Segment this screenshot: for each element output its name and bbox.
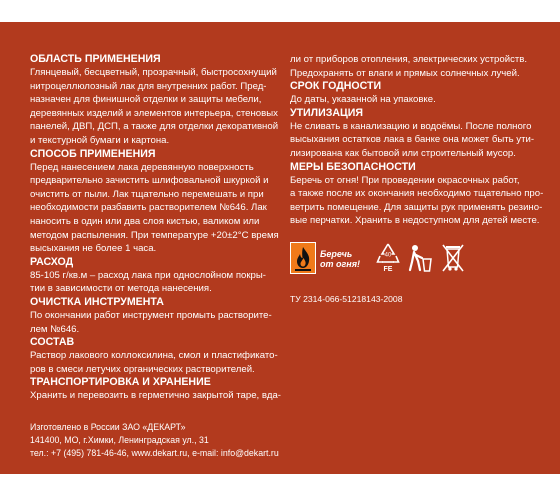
disposal-text: Не сливать в канализацию и водоёмы. После полного высыхания остатков лака в банке она может быть ути- лизирована как бытовой или строительный мусор. [290, 120, 535, 159]
tu-code: ТУ 2314-066-51218143-2008 [290, 294, 403, 304]
manufacturer-info [30, 421, 279, 460]
usage-heading: ОБЛАСТЬ ПРИМЕНЕНИЯ [30, 53, 161, 65]
recycle-number: 40 [384, 252, 392, 259]
manufacturer-line: Изготовлено в России ЗАО «ДЕКАРТ» [30, 422, 186, 432]
cleaning-text: По окончании работ инструмент промыть растворите- лем №646. [30, 309, 272, 335]
safety-text: Беречь от огня! При проведении окрасочных работ, а также после их окончания необходимо тщательно про- ветрить помещение. Для защиты рук применять резино- вые перчатки. Хранить в недоступном для детей месте. [290, 174, 544, 227]
right-column [290, 53, 544, 228]
safety-heading: МЕРЫ БЕЗОПАСНОСТИ [290, 160, 416, 173]
flame-icon [290, 242, 316, 274]
consumption-text: 85-105 г/кв.м – расход лака при однослойном покры- тии в зависимости от метода нанесения. [30, 269, 266, 295]
method-text: Перед нанесением лака деревянную поверхность предварительно зачистить шлифовальной шкуркой и очистить от пыли. Лак тщательно перемешать и при необходимости разбавить растворителем №646. Лак наносить в один или два слоя кистью, валиком или методом распыления. При температуре +20±2°С время высыхания не более 1 часа. [30, 161, 279, 255]
shelf-life-heading: СРОК ГОДНОСТИ [290, 80, 382, 93]
crossed-bin-icon [440, 242, 466, 274]
composition-heading: СОСТАВ [30, 336, 75, 349]
method-heading: СПОСОБ ПРИМЕНЕНИЯ [30, 147, 156, 160]
recycle-label: FE [383, 266, 393, 273]
storage-text: Хранить и перевозить в герметично закрытой таре, вда- [30, 390, 281, 402]
label-panel [0, 22, 560, 474]
cleaning-heading: ОЧИСТКА ИНСТРУМЕНТА [30, 295, 164, 308]
shelf-life-text: До даты, указанной на упаковке. [290, 94, 436, 106]
pictogram-row [290, 242, 532, 282]
composition-text: Раствор лакового коллоксилина, смол и пластификато- ров в смеси летучих органических растворителей. [30, 350, 278, 375]
usage-text: Глянцевый, бесцветный, прозрачный, быстросохнущий нитроцеллюлозный лак для внутренних работ. Пред- назначен для финишной отделки и защиты мебели, деревянных изделий и элементов интерьера, стеновых панелей, ДВП, ДСП, а также для отделки декоративной и текстурной бумаги и картона. [30, 67, 279, 146]
fire-warning-text: Беречь от огня! [320, 249, 361, 269]
storage-heading: ТРАНСПОРТИРОВКА И ХРАНЕНИЕ [30, 376, 211, 389]
recycle-fe-icon [376, 242, 400, 274]
left-column [30, 53, 281, 403]
disposal-heading: УТИЛИЗАЦИЯ [290, 106, 363, 119]
storage-text-continued: ли от приборов отопления, электрических устройств. Предохранять от влаги и прямых солнечных лучей. [290, 54, 528, 79]
address-line: 141400, МО, г.Химки, Ленинградская ул., 31 [30, 435, 209, 445]
consumption-heading: РАСХОД [30, 255, 74, 268]
contacts-line: тел.: +7 (495) 781-46-46, www.dekart.ru, e-mail: info@dekart.ru [30, 448, 279, 458]
tidy-man-icon [406, 242, 434, 274]
